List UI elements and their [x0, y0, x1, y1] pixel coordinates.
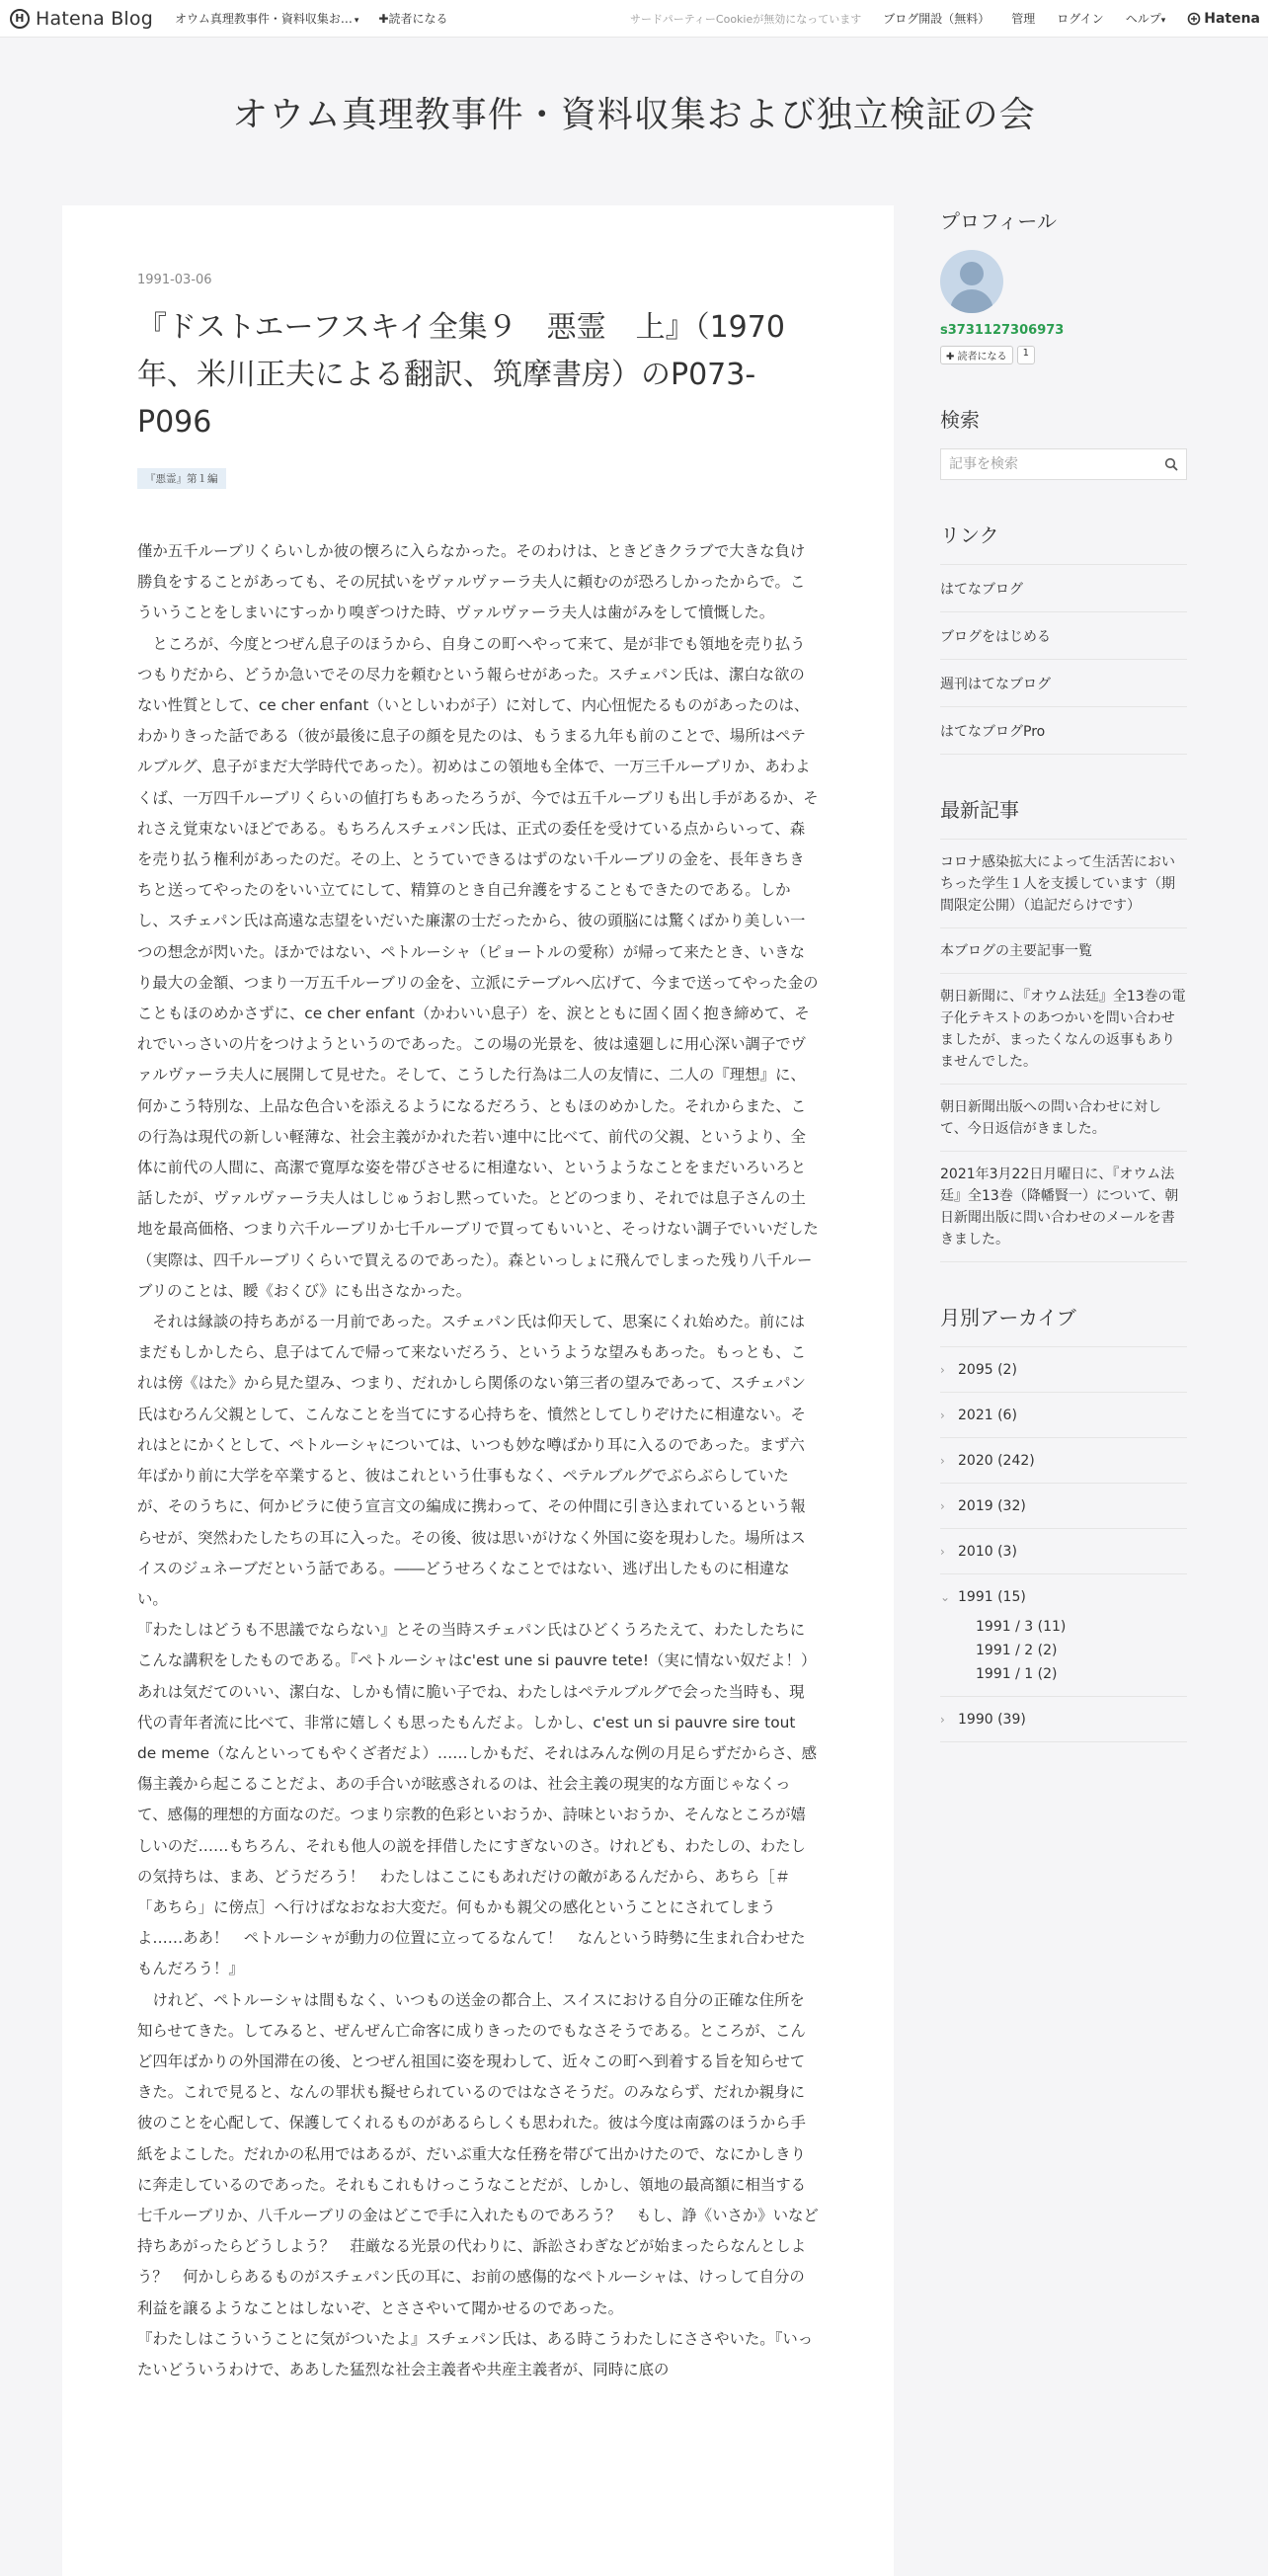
recent-entry[interactable]: 朝日新聞出版への問い合わせに対して、今日返信がきました。: [940, 1084, 1187, 1151]
help-label: ヘルプ: [1125, 12, 1161, 26]
recent-entry[interactable]: 本ブログの主要記事一覧: [940, 927, 1187, 973]
chevron-right-icon: ›: [940, 1713, 945, 1727]
avatar-head: [960, 262, 984, 285]
help-menu[interactable]: [1126, 10, 1166, 27]
link-item[interactable]: はてなブログPro: [940, 706, 1187, 755]
archive-year-label: 2019 (32): [958, 1498, 1026, 1514]
hatena-blog-logo[interactable]: [10, 8, 153, 30]
link-item[interactable]: 週刊はてなブログ: [940, 659, 1187, 706]
archive-module: [940, 1302, 1187, 1742]
login-link[interactable]: ログイン: [1057, 12, 1104, 26]
archive-year[interactable]: [940, 1392, 1187, 1437]
search-module: [940, 404, 1187, 480]
search-box: [940, 448, 1187, 480]
logo-text: Hatena Blog: [36, 7, 153, 30]
archive-year-label: 1990 (39): [958, 1712, 1026, 1728]
avatar[interactable]: [940, 250, 1003, 313]
link-item[interactable]: はてなブログ: [940, 564, 1187, 611]
recent-entry[interactable]: 朝日新聞に、『オウム法廷』全13巻の電子化テキストのあつかいを問い合わせましたが、まったくなんの返事もありませんでした。: [940, 973, 1187, 1084]
chevron-right-icon: ›: [940, 1499, 945, 1513]
archive-year[interactable]: [940, 1437, 1187, 1483]
links-title: リンク: [940, 523, 999, 547]
article-paragraph: ところが、今度とつぜん息子のほうから、自身この町へやって来て、是が非でも領地を売り払うつもりだから、どうか急いでその尽力を頼むという報らせがあった。スチェパン氏は、潔白な欲のない性質として、ce cher enfant（いとしいわが子）に対して、内心忸怩たるものがあったのは、わかりきった話である（彼が最後に息子の顔を見たのは、もうまる九年も前のことで、場所はペテルブルグ、息子がまだ大学時代であった）。初めはこの領地も全体で、一万三千ルーブリか、あわよくば、一万四千ルーブリくらいの値打ちもあったろうが、今では五千ルーブリも出し手があるか、それさえ覚束ないほどである。もちろんスチェパン氏は、正式の委任を受けている点からいって、森を売り払う権利があったのだ。その上、とうていできるはずのない千ルーブリの金を、長年きちきちと送ってやったのをいい立てにして、精算のとき自己弁護をすることもできたのである。しかし、スチェパン氏は高遠な志望をいだいた廉潔の士だったから、彼の頭脳には驚くばかり美しい一つの想念が閃いた。ほかではない、ペトルーシャ（ピョートルの愛称）が帰って来たとき、いきなり最大の金額、つまり一万五千ルーブリの金を、立派にテーブルへ広げて、今まで送ってやった金のこともほのめかさずに、ce cher enfant（かわいい息子）を、涙とともに固く固く抱き締めて、それでいっさいの片をつけようというのであった。この場の光景を、彼は遠廻しに用心深い調子でヴァルヴァーラ夫人に展開して見せた。そして、こうした行為は二人の友情に、二人の『理想』に、何かこう特別な、上品な色合いを添えるようになるだろう、ともほのめかした。それからまた、この行為は現代の新しい軽薄な、社会主義がかれた若い連中に比べて、前代の父親、というより、全体に前代の人間に、高潔で寛厚な姿を帯びさせるに相違ない、というようなことをまだいろいろと話したが、ヴァルヴァーラ夫人はしじゅうおし黙っていた。とどのつまり、それでは息子さんの土地を最高価格、つまり六千ルーブリか七千ルーブリで買ってもいいと、そっけない調子でいいだした（実際は、四千ルーブリくらいで買えるのであった）。森といっしょに飛んでしまった残り八千ルーブリのことは、瞹《おくび》にも出さなかった。: [137, 634, 819, 1300]
blog-selector[interactable]: [175, 10, 358, 27]
cookie-notice: サードパーティーCookieが無効になっています: [630, 12, 862, 26]
profile-title: プロフィール: [940, 209, 1057, 233]
archive-year-label: 2095 (2): [958, 1362, 1017, 1378]
profile-user-id[interactable]: s3731127306973: [940, 323, 1065, 338]
archive-year[interactable]: [940, 1483, 1187, 1528]
chevron-right-icon: ›: [940, 1545, 945, 1559]
follow-count[interactable]: 1: [1017, 346, 1035, 364]
article-title[interactable]: 『ドストエーフスキイ全集９ 悪霊 上』（1970年、米川正夫による翻訳、筑摩書房）のP073-P096: [137, 310, 785, 440]
article-paragraph: 『わたしはどうも不思議でならない』とその当時スチェパン氏はひどくうろたえて、わたしたちにこんな講釈をしたものである。『ペトルーシャはc'est une si pauvre tete!（実に情ない奴だよ！）あれは気だてのいい、潔白な、しかも情に脆い子でね、わたしはペテルブルグで会った当時も、現代の青年者流に比べて、非常に嬉しくも思ったもんだよ。しかし、c'est un si pauvre sire tout de meme（なんといってもやくざ者だよ）……しかもだ、それはみんな例の月足らずだからさ、感傷主義から起こることだよ、あの手合いが眩惑されるのは、社会主義の現実的な方面じゃなくって、感傷的理想的方面なのだ。つまり宗教的色彩といおうか、詩味といおうか、そんなところが嬉しいのだ……もちろん、それも他人の説を拝借したにすぎないのさ。けれども、わたしの、わたしの気持ちは、まあ、どうだろう！ わたしはここにもあれだけの敵があるんだから、あちら［＃「あちら」に傍点］へ行けばなおなお大変だ。何もかも親父の感化ということにされてしまうよ……ああ！ ペトルーシャが動力の位置に立ってるなんて！ なんという時勢に生まれ合わせたもんだろう！』: [137, 1621, 818, 1978]
archive-year[interactable]: [940, 1696, 1187, 1742]
chevron-right-icon: ›: [940, 1363, 945, 1377]
links-module: [940, 520, 1187, 755]
archive-month[interactable]: 1991 / 3 (11): [976, 1619, 1067, 1635]
article-paragraph: それは縁談の持ちあがる一月前であった。スチェパン氏は仰天して、思案にくれ始めた。前にはまだもしかしたら、息子はてんで帰って来ないだろう、というような望みもあった。もっとも、これは傍《はた》から見た望み、つまり、だれかしら関係のない第三者の望みであって、スチェパン氏はむろん父親として、こんなことを当てにする心持ちを、憤然としてしりぞけたに相違ない。それはとにかくとして、ペトルーシャについては、いつも妙な噂ばかり耳に入るのであった。まず六年ばかり前に大学を卒業すると、彼はこれという仕事もなく、ペテルブルグでぶらぶらしていたが、そのうちに、何かビラに使う宣言文の編成に携わって、その仲間に引き込まれているという報らせが、突然わたしたちの耳に入った。その後、彼は思いがけなく外国に姿を現わした。場所はスイスのジュネーブだという話である。――どうせろくなことではない、逃げ出したものに相違ない。: [137, 1313, 807, 1608]
plus-icon: ✚: [946, 352, 958, 362]
follow-button[interactable]: [940, 346, 1013, 364]
chevron-right-icon: ›: [940, 1409, 945, 1422]
search-input[interactable]: [941, 449, 1158, 479]
hatena-icon: [1187, 12, 1201, 26]
caret-down-icon: ▾: [1160, 16, 1166, 26]
article-paragraph: 僅か五千ルーブリくらいしか彼の懐ろに入らなかった。そのわけは、ときどきクラブで大きな負け勝負をすることがあっても、その尻拭いをヴァルヴァーラ夫人に頼むのが恐ろしかったからで。こういうことをしまいにすっかり嗅ぎつけた時、ヴァルヴァーラ夫人は歯がみをして憤慨した。: [137, 542, 806, 622]
open-blog-link[interactable]: ブログ開設（無料）: [883, 12, 991, 26]
profile-module: [940, 205, 1187, 364]
search-title: 検索: [940, 408, 980, 432]
article-body: [137, 536, 819, 2385]
article-date[interactable]: 1991-03-06: [137, 273, 212, 287]
archive-month[interactable]: 1991 / 2 (2): [976, 1643, 1058, 1658]
caret-down-icon: ▾: [354, 16, 359, 26]
chevron-down-icon: ⌄: [940, 1590, 951, 1604]
archive-year-label: 1991 (15): [958, 1589, 1026, 1605]
manage-link[interactable]: 管理: [1011, 12, 1036, 26]
hatena-link[interactable]: [1187, 11, 1260, 27]
archive-month[interactable]: 1991 / 1 (2): [976, 1666, 1058, 1682]
follow-row: [940, 346, 1187, 364]
link-item[interactable]: ブログをはじめる: [940, 611, 1187, 659]
follow-header-label: 読者になる: [388, 12, 448, 26]
archive-title: 月別アーカイブ: [940, 1306, 1076, 1329]
article: [62, 205, 894, 2576]
archive-year-label: 2021 (6): [958, 1408, 1017, 1423]
recent-module: [940, 794, 1187, 1262]
search-icon[interactable]: [1164, 457, 1178, 471]
plus-icon: ✚: [378, 12, 389, 26]
archive-year[interactable]: [940, 1346, 1187, 1392]
archive-year-label: 2020 (242): [958, 1453, 1035, 1469]
hatena-logo-icon: H: [10, 9, 30, 29]
chevron-right-icon: ›: [940, 1454, 945, 1468]
sidebar: [940, 205, 1187, 1782]
blog-selector-label: オウム真理教事件・資料収集お…: [175, 12, 353, 26]
archive-year-expanded[interactable]: [940, 1573, 1187, 1696]
hatena-label: Hatena: [1204, 10, 1260, 27]
article-paragraph: 『わたしはこういうことに気がついたよ』スチェパン氏は、ある時こうわたしにささやいた。『いったいどういうわけで、ああした猛烈な社会主義者や共産主義者が、同時に底の: [137, 2329, 814, 2378]
recent-entry[interactable]: 2021年3月22日月曜日に、『オウム法廷』全13巻（降幡賢一）について、朝日新聞出版に問い合わせのメールを書きました。: [940, 1151, 1187, 1262]
avatar-shoulder: [950, 289, 993, 313]
follow-label: 読者になる: [957, 352, 1007, 362]
archive-year-label: 2010 (3): [958, 1544, 1017, 1560]
archive-year[interactable]: [940, 1528, 1187, 1573]
global-header: [0, 0, 1268, 38]
recent-title: 最新記事: [940, 798, 1019, 822]
follow-header-button[interactable]: [378, 10, 447, 27]
recent-entry[interactable]: コロナ感染拡大によって生活苦においちった学生１人を支援しています（期間限定公開）（追記だらけです）: [940, 839, 1187, 927]
article-paragraph: けれど、ペトルーシャは間もなく、いつもの送金の都合上、スイスにおける自分の正確な住所を知らせてきた。してみると、ぜんぜん亡命客に成りきったのでもなさそうである。ところが、こんど四年ばかりの外国滞在の後、とつぜん祖国に姿を現わして、近々この町へ到着する旨を知らせてきた。これで見ると、なんの罪状も擬せられているのではなさそうだ。のみならず、だれか親身に彼のことを心配して、保護してくれるものがあるらしくも思われた。彼は今度は南露のほうから手紙をよこした。だれかの私用ではあるが、だいぶ重大な任務を帯びて出かけたので、なにかしきりに奔走しているのであった。それもこれもけっこうなことだが、しかし、領地の最高額に相当する七千ルーブリか、八千ルーブリの金はどこで手に入れたものであろう？ もし、諍《いさか》いなど持ちあがったらどうしよう？ 荘厳なる光景の代わりに、訴訟さわぎなどが始まったらなんとしよう？ 何かしらあるものがスチェパン氏の耳に、お前の感傷的なペトルーシャは、けっして自分の利益を譲るようなことはしないぞ、とささやいて聞かせるのであった。: [137, 1990, 819, 2317]
blog-title[interactable]: オウム真理教事件・資料収集および独立検証の会: [232, 95, 1036, 135]
category-tag[interactable]: 『悪霊』第１編: [137, 468, 226, 489]
